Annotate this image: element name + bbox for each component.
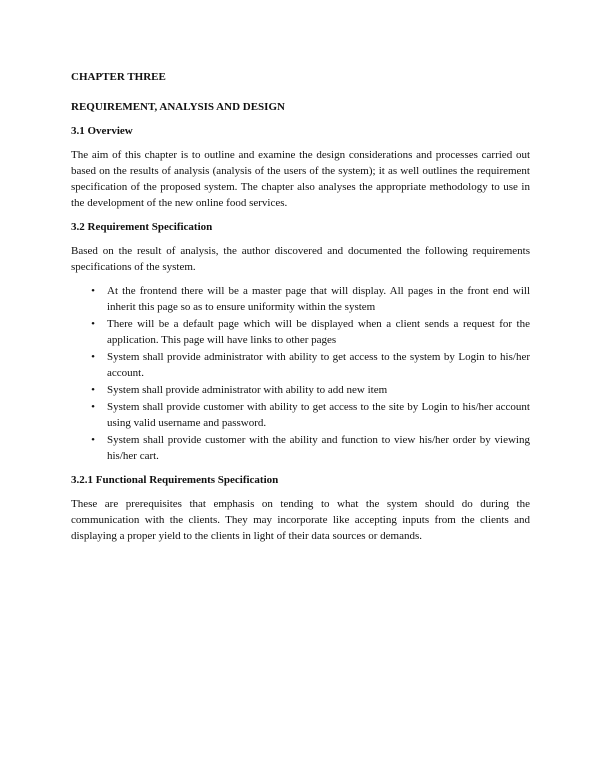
list-item-text: System shall provide administrator with ability to add new item — [107, 384, 388, 396]
document-content — [71, 69, 530, 552]
section-heading-overview: 3.1 Overview — [71, 125, 133, 137]
bullet-icon: • — [91, 318, 95, 330]
list-item-text: There will be a default page which will be displayed when a client sends a request for the application. This page will have links to other pages — [107, 318, 530, 346]
bullet-icon: • — [91, 401, 95, 413]
chapter-title: REQUIREMENT, ANALYSIS AND DESIGN — [71, 101, 285, 113]
functional-requirements-paragraph: These are prerequisites that emphasis on tending to what the system should do during the communication with the clients. They may incorporate like accepting inputs from the clients and displaying a proper yield to the clients in light of their data sources or demands. — [71, 498, 530, 542]
list-item — [71, 283, 530, 315]
bullet-icon: • — [91, 384, 95, 396]
overview-paragraph: The aim of this chapter is to outline and examine the design considerations and processes carried out based on the results of analysis (analysis of the users of the system); it as well outlines the requirement specification of the proposed system. The chapter also analyses the appropriate methodology to use in the development of the new online food services. — [71, 149, 530, 209]
list-item-text: System shall provide administrator with ability to get access to the system by Login to his/her account. — [107, 351, 530, 379]
requirement-specification-paragraph: Based on the result of analysis, the author discovered and documented the following requirements specifications of the system. — [71, 245, 530, 273]
section-heading-functional-requirements: 3.2.1 Functional Requirements Specification — [71, 474, 279, 486]
requirements-bullet-list — [71, 283, 530, 464]
bullet-icon: • — [91, 285, 95, 297]
list-item-text: System shall provide customer with the ability and function to view his/her order by viewing his/her cart. — [107, 434, 530, 462]
list-item — [71, 432, 530, 464]
list-item — [71, 382, 530, 398]
section-heading-requirement-specification: 3.2 Requirement Specification — [71, 221, 213, 233]
chapter-heading: CHAPTER THREE — [71, 71, 166, 83]
bullet-icon: • — [91, 434, 95, 446]
list-item — [71, 399, 530, 431]
bullet-icon: • — [91, 351, 95, 363]
list-item — [71, 349, 530, 381]
list-item-text: System shall provide customer with ability to get access to the site by Login to his/her account using valid username and password. — [107, 401, 530, 429]
list-item — [71, 316, 530, 348]
list-item-text: At the frontend there will be a master page that will display. All pages in the front end will inherit this page so as to ensure uniformity within the system — [107, 285, 530, 313]
